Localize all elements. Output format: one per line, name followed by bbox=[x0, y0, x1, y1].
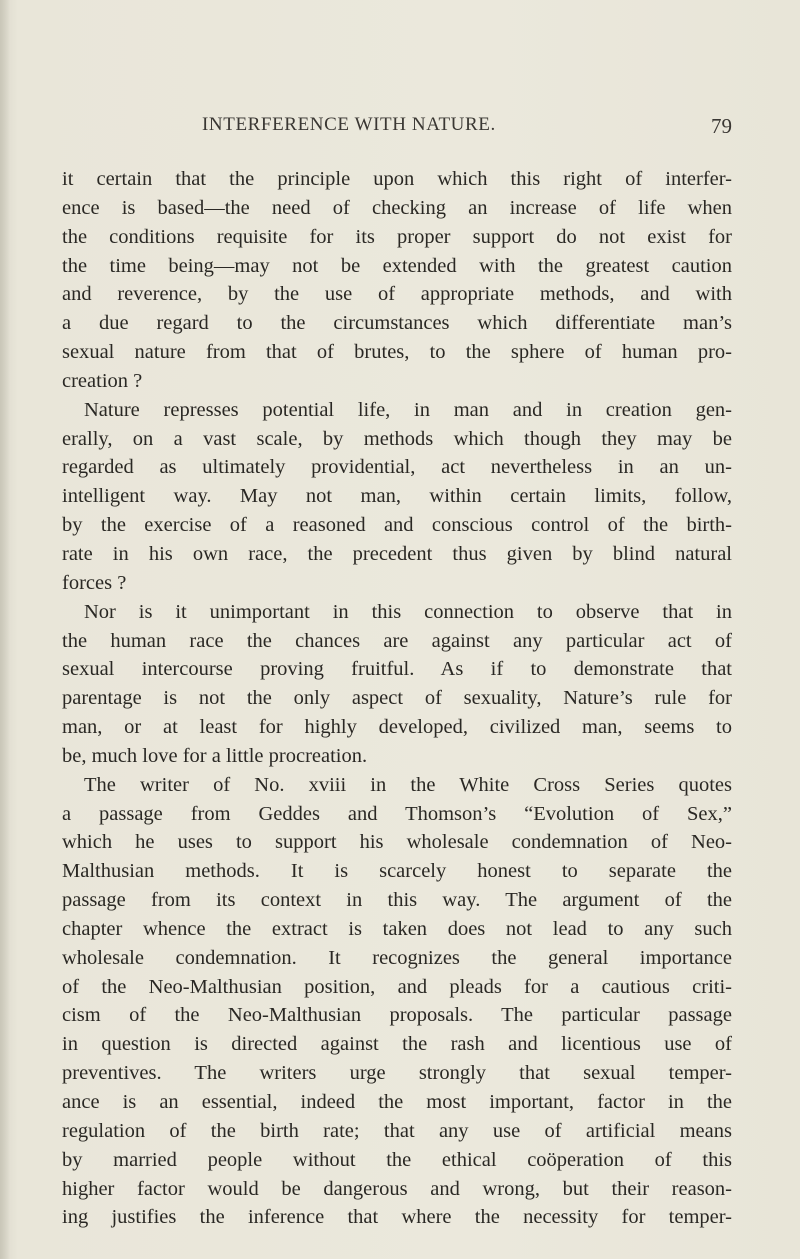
text-line: of the Neo-Malthusian position, and pleads for a cautious criti- bbox=[62, 975, 732, 998]
text-line: which he uses to support his wholesale condemnation of Neo- bbox=[62, 831, 732, 854]
text-line: The writer of No. xviii in the White Cross Series quotes bbox=[84, 773, 732, 796]
text-line: by married people without the ethical coöperation of this bbox=[62, 1148, 732, 1171]
text-line: sexual intercourse proving fruitful. As if to demonstrate that bbox=[62, 658, 732, 681]
text-line: Nature represses potential life, in man and in creation gen- bbox=[84, 398, 732, 421]
text-line: by the exercise of a reasoned and conscious control of the birth- bbox=[62, 514, 732, 537]
text-line: the human race the chances are against any particular act of bbox=[62, 629, 732, 652]
text-line: regarded as ultimately providential, act nevertheless in an un- bbox=[62, 456, 732, 479]
text-line: a passage from Geddes and Thomson’s “Evolution of Sex,” bbox=[62, 802, 732, 825]
page-number: 79 bbox=[711, 114, 732, 138]
text-line: preventives. The writers urge strongly that sexual temper- bbox=[62, 1062, 732, 1085]
text-line: the time being—may not be extended with the greatest caution bbox=[62, 254, 732, 277]
text-line: it certain that the principle upon which this right of interfer- bbox=[62, 168, 732, 190]
text-line: ing justifies the inference that where the necessity for temper- bbox=[62, 1206, 732, 1229]
text-line: be, much love for a little procreation. bbox=[62, 744, 368, 767]
text-line: a due regard to the circumstances which differentiate man’s bbox=[62, 312, 732, 335]
text-line: ence is based—the need of checking an increase of life when bbox=[62, 196, 732, 219]
running-title: INTERFERENCE WITH NATURE. bbox=[202, 114, 496, 135]
text-line: man, or at least for highly developed, civilized man, seems to bbox=[62, 716, 732, 739]
text-line: sexual nature from that of brutes, to the sphere of human pro- bbox=[62, 341, 732, 364]
text-line: Malthusian methods. It is scarcely honest to separate the bbox=[62, 860, 732, 883]
text-line: the conditions requisite for its proper support do not exist for bbox=[62, 225, 732, 248]
text-line: regulation of the birth rate; that any use of artificial means bbox=[62, 1119, 732, 1142]
text-line: passage from its context in this way. The argument of the bbox=[62, 889, 732, 912]
text-line: cism of the Neo-Malthusian proposals. The particular passage bbox=[62, 1004, 732, 1027]
body-text bbox=[62, 165, 732, 1232]
text-line: forces ? bbox=[62, 571, 127, 594]
text-line: erally, on a vast scale, by methods which though they may be bbox=[62, 427, 732, 450]
text-line: chapter whence the extract is taken does not lead to any such bbox=[62, 917, 732, 940]
text-line: wholesale condemnation. It recognizes the general importance bbox=[62, 946, 732, 969]
text-line: in question is directed against the rash and licentious use of bbox=[62, 1033, 732, 1056]
text-line: and reverence, by the use of appropriate methods, and with bbox=[62, 283, 732, 306]
text-line: creation ? bbox=[62, 369, 143, 392]
text-line: intelligent way. May not man, within certain limits, follow, bbox=[62, 485, 732, 508]
text-line: parentage is not the only aspect of sexuality, Nature’s rule for bbox=[62, 687, 732, 710]
text-line: rate in his own race, the precedent thus given by blind natural bbox=[62, 542, 732, 565]
running-head bbox=[62, 114, 732, 142]
text-line: higher factor would be dangerous and wrong, but their reason- bbox=[62, 1177, 732, 1200]
text-line: Nor is it unimportant in this connection to observe that in bbox=[84, 600, 732, 623]
text-line: ance is an essential, indeed the most important, factor in the bbox=[62, 1091, 732, 1113]
page-gutter-shadow bbox=[0, 0, 10, 1259]
